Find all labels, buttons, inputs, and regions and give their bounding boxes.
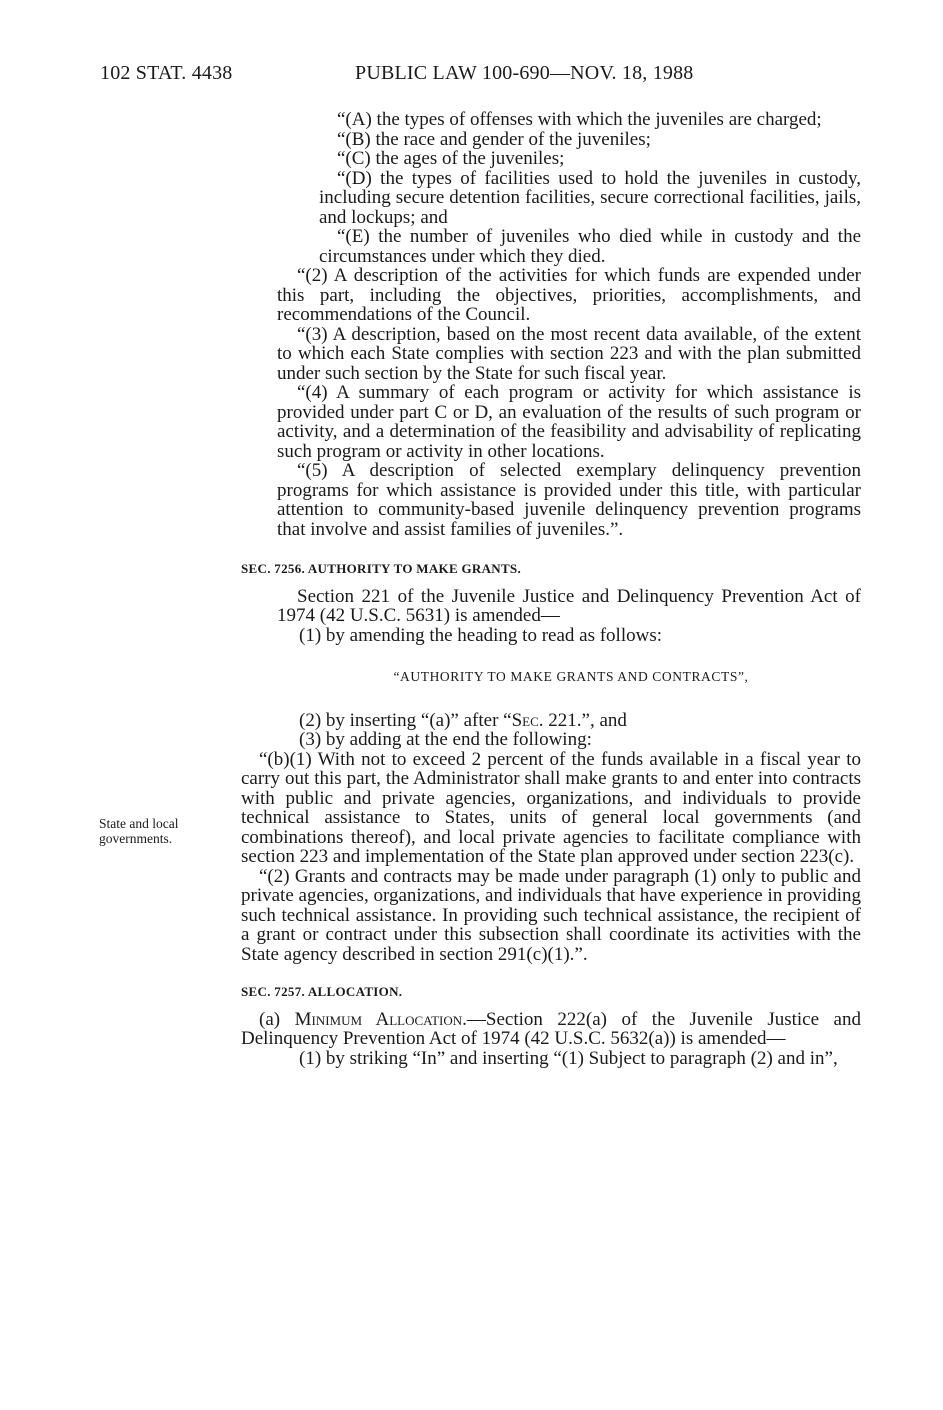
- new-section-heading: “AUTHORITY TO MAKE GRANTS AND CONTRACTS”,: [393, 669, 749, 684]
- body-text: [241, 110, 861, 1068]
- paragraph-a: “(A) the types of offenses with which the juveniles are charged;: [337, 109, 822, 130]
- paragraph-d: “(D) the types of facilities used to hold the juveniles in custody, including secure detention facilities, secure correctional facilities, jails, and lockups; and: [319, 167, 861, 228]
- subsection-b1: “(b)(1) With not to exceed 2 percent of the funds available in a fiscal year to carry out this part, the Administrator shall make grants to and enter into contracts with public and private agencies, organizations, and individuals to provide technical assistance to States, units of general local governments (and combinations thereof), and local private agencies to facilitate compliance with section 223 and implementation of the State plan approved under section 223(c).: [241, 748, 861, 867]
- section-7256-heading: SEC. 7256. AUTHORITY TO MAKE GRANTS.: [241, 561, 521, 576]
- section-7256-intro: Section 221 of the Juvenile Justice and Delinquency Prevention Act of 1974 (42 U.S.C. 5631) is amended—: [277, 585, 861, 626]
- margin-note: [99, 816, 229, 846]
- paragraph-e: “(E) the number of juveniles who died while in custody and the circumstances under which they died.: [319, 226, 861, 267]
- paragraph-4: “(4) A summary of each program or activity for which assistance is provided under part C or D, an evaluation of the results of such program or activity, and a determination of the feasibility and advisability of replicating such program or activity in other locations.: [277, 382, 861, 462]
- section-7256-item-3: (3) by adding at the end the following:: [299, 729, 592, 750]
- paragraph-c: “(C) the ages of the juveniles;: [337, 148, 565, 169]
- subsection-b2: “(2) Grants and contracts may be made under paragraph (1) only to public and private agencies, organizations, and individuals that have experience in providing such technical assistance. In providing such technical assistance, the recipient of a grant or contract under this subsection shall coordinate its activities with the State agency described in section 291(c)(1).”.: [241, 865, 861, 965]
- section-7257-a: (a) Minimum Allocation.—Section 222(a) of the Juvenile Justice and Delinquency Prevention Act of 1974 (42 U.S.C. 5632(a)) is amended—: [241, 1008, 861, 1049]
- section-7257-heading: SEC. 7257. ALLOCATION.: [241, 984, 403, 999]
- paragraph-2: “(2) A description of the activities for which funds are expended under this part, including the objectives, priorities, accomplishments, and recommendations of the Council.: [277, 265, 861, 325]
- section-7257-item-1: (1) by striking “In” and inserting “(1) Subject to paragraph (2) and in”,: [299, 1047, 838, 1069]
- stat-page-reference: 102 STAT. 4438: [100, 62, 233, 84]
- margin-note-line1: State and local: [99, 816, 179, 831]
- paragraph-b: “(B) the race and gender of the juveniles;: [337, 128, 651, 150]
- paragraph-5: “(5) A description of selected exemplary delinquency prevention programs for which assistance is provided under this title, with particular attention to community-based juvenile delinquency prevention programs that involve and assist families of juveniles.”.: [277, 460, 861, 540]
- section-7256-item-2: (2) by inserting “(a)” after “Sec. 221.”, and: [299, 709, 627, 731]
- section-7256-item-1: (1) by amending the heading to read as follows:: [299, 624, 663, 646]
- paragraph-3: “(3) A description, based on the most recent data available, of the extent to which each State complies with section 223 and with the plan submitted under such section by the State for such fiscal year.: [277, 323, 861, 384]
- public-law-title: PUBLIC LAW 100-690—NOV. 18, 1988: [355, 62, 694, 84]
- margin-note-line2: governments.: [99, 831, 173, 846]
